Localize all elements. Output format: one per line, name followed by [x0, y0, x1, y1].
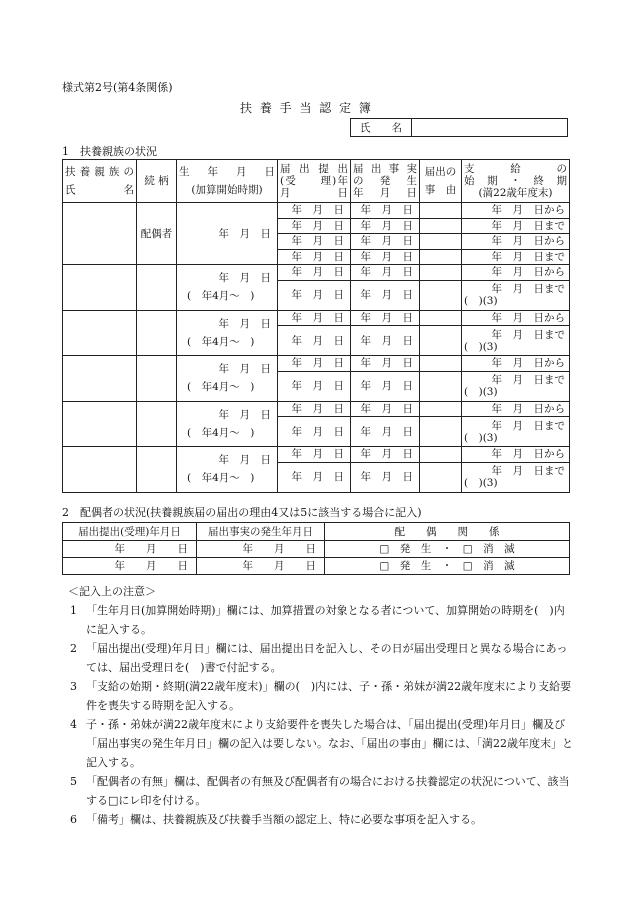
period-until: 年 月 日まで	[491, 419, 565, 432]
fact-date-cell[interactable]: 年 月 日	[351, 447, 420, 463]
dependent-name-cell[interactable]	[63, 310, 137, 356]
reason-cell[interactable]	[420, 218, 462, 234]
birth-date-cell[interactable]	[177, 265, 278, 311]
period-cell[interactable]	[462, 326, 570, 356]
relation-header: 続 柄	[137, 160, 177, 203]
header-line: 届 出 事 実	[353, 163, 417, 175]
note-item	[62, 772, 574, 810]
header-line: 生 年 月 日	[179, 166, 275, 178]
section2-heading: 2 配偶者の状況(扶養親族届の届出の理由4又は5に該当する場合に記入)	[62, 506, 422, 519]
relation-cell[interactable]	[137, 447, 177, 493]
fact-date-cell[interactable]: 年 月 日	[351, 234, 420, 250]
birth-fiscal-year: ( 年4月～ )	[187, 335, 255, 348]
period-cell[interactable]	[462, 371, 570, 401]
fact-date-cell[interactable]: 年 月 日	[351, 462, 420, 492]
fact-date-cell[interactable]: 年 月 日	[351, 356, 420, 372]
header-line: 届 出 提 出	[280, 163, 348, 175]
note-number: 2	[70, 642, 77, 655]
birth-fiscal-year: ( 年4月～ )	[187, 472, 255, 485]
relation-cell[interactable]	[137, 356, 177, 402]
fact-date-cell[interactable]: 年 月 日	[351, 310, 420, 326]
filed-date-cell[interactable]: 年 月 日	[278, 234, 351, 250]
reason-cell[interactable]	[420, 203, 462, 219]
filed-date-cell[interactable]: 年 月 日	[278, 401, 351, 417]
dependents-table	[62, 159, 570, 493]
filed-date-cell[interactable]: 年 月 日	[278, 265, 351, 281]
header-line: 月 日	[280, 187, 348, 199]
note-number: 4	[70, 718, 77, 731]
reason-cell[interactable]	[420, 447, 462, 463]
reason-cell[interactable]	[420, 371, 462, 401]
dependents-header-row	[63, 160, 570, 203]
dependent-name-header	[63, 160, 137, 203]
spouse-row	[63, 541, 570, 558]
fact-date-cell[interactable]: 年 月 日	[351, 401, 420, 417]
reason-cell[interactable]	[420, 326, 462, 356]
note-text: 「備考」欄は、扶養親族及び扶養手当額の認定上、特に必要な事項を記入する。	[86, 813, 482, 826]
fact-date-cell[interactable]: 年 月 日	[351, 203, 420, 219]
dependent-name-cell[interactable]	[63, 265, 137, 311]
fact-date-cell[interactable]: 年 月 日	[351, 249, 420, 265]
reason-header	[420, 160, 462, 203]
period-until: 年 月 日まで	[491, 465, 565, 477]
period-header	[462, 160, 570, 203]
dependent-row	[63, 310, 570, 326]
note-text: 子・孫・弟妹が満22歳年度末により支給要件を喪失した場合は、「届出提出(受理)年月日」欄及び「届出事実の発生年月日」欄の記入は要しない。なお、「届出の事由」欄には、「満22歳年度末」と記入する。	[86, 718, 573, 769]
birth-date-cell[interactable]	[177, 447, 278, 493]
period-cell[interactable]	[462, 417, 570, 447]
note-number: 5	[70, 775, 77, 788]
filed-date-cell[interactable]: 年 月 日	[278, 218, 351, 234]
fact-header	[351, 160, 420, 203]
filed-date-cell[interactable]: 年 月 日	[278, 310, 351, 326]
header-line: 始 期 ・ 終 期	[464, 175, 567, 187]
period-cell[interactable]: 年 月 日から	[462, 203, 570, 219]
dependent-name-cell[interactable]	[63, 447, 137, 493]
note-item	[62, 677, 574, 715]
dependent-row	[63, 203, 570, 219]
name-label: 氏 名	[351, 119, 412, 137]
form-number: 様式第2号(第4条関係)	[62, 81, 173, 94]
filed-date-cell[interactable]: 年 月 日	[278, 203, 351, 219]
birth-date-cell[interactable]	[177, 310, 278, 356]
note-text: 「届出提出(受理)年月日」欄には、届出提出日を記入し、その日が届出受理日と異なる場合にあっては、届出受理日を( )書で付記する。	[86, 642, 568, 674]
dependent-row	[63, 265, 570, 281]
note-item	[62, 601, 574, 639]
period-paren: ( )(3)	[464, 477, 498, 489]
note-text: 「生年月日(加算開始時期)」欄には、加算措置の対象となる者について、加算開始の時期を( )内に記入する。	[86, 604, 565, 636]
fact-date-cell[interactable]: 年 月 日	[351, 218, 420, 234]
note-text: 「支給の始期・終期(満22歳年度末)」欄の( )内には、子・孫・弟妹が満22歳年度末により支給要件を喪失する時期を記入する。	[86, 680, 572, 712]
dependent-name-cell[interactable]	[63, 401, 137, 447]
name-box	[350, 118, 568, 137]
header-line: (受 理)年	[280, 175, 348, 187]
reason-cell[interactable]	[420, 401, 462, 417]
reason-cell[interactable]	[420, 234, 462, 250]
spouse-relation-header: 配 偶 関 係	[325, 523, 570, 541]
reason-cell[interactable]	[420, 417, 462, 447]
dependent-name-cell[interactable]	[63, 203, 137, 265]
spouse-status-checkboxes[interactable]: □ 発 生 ・ □ 消 滅	[325, 541, 570, 558]
period-paren: ( )(3)	[464, 295, 498, 307]
period-cell[interactable]: 年 月 日から	[462, 265, 570, 281]
birth-header	[177, 160, 278, 203]
reason-cell[interactable]	[420, 249, 462, 265]
fact-date-cell[interactable]: 年 月 日	[351, 417, 420, 447]
relation-cell: 配偶者	[137, 203, 177, 265]
filed-date-cell[interactable]: 年 月 日	[278, 447, 351, 463]
period-cell[interactable]: 年 月 日から	[462, 356, 570, 372]
filed-header	[278, 160, 351, 203]
note-text: 「配偶者の有無」欄は、配偶者の有無及び配偶者有の場合における扶養認定の状況について、該当する□にレ印を付ける。	[86, 775, 570, 807]
birth-ymd: 年 月 日	[218, 272, 271, 285]
section1-heading: 1 扶養親族の状況	[62, 145, 157, 158]
dependent-row	[63, 447, 570, 463]
spouse-status-checkboxes[interactable]: □ 発 生 ・ □ 消 滅	[325, 558, 570, 575]
period-cell[interactable]: 年 月 日から	[462, 310, 570, 326]
relation-cell[interactable]	[137, 265, 177, 311]
reason-cell[interactable]	[420, 310, 462, 326]
header-line: (満22歳年度末)	[478, 187, 553, 199]
birth-date-cell[interactable]	[177, 401, 278, 447]
birth-fiscal-year: ( 年4月～ )	[187, 381, 255, 394]
spouse-table	[62, 522, 570, 575]
spouse-filed-date[interactable]: 年 月 日	[63, 541, 197, 558]
period-cell[interactable]	[462, 462, 570, 492]
reason-cell[interactable]	[420, 356, 462, 372]
period-until: 年 月 日まで	[491, 328, 565, 341]
note-number: 3	[70, 680, 77, 693]
filed-date-cell[interactable]: 年 月 日	[278, 280, 351, 310]
period-paren: ( )(3)	[464, 340, 498, 353]
header-line: 氏 名	[65, 184, 134, 196]
relation-cell[interactable]	[137, 401, 177, 447]
note-item	[62, 715, 574, 772]
header-line: 届出の	[424, 166, 457, 178]
note-number: 6	[70, 813, 77, 826]
period-cell[interactable]: 年 月 日から	[462, 447, 570, 463]
dependent-row	[63, 401, 570, 417]
period-cell[interactable]: 年 月 日から	[462, 234, 570, 250]
period-until: 年 月 日まで	[491, 374, 565, 386]
filed-date-cell[interactable]: 年 月 日	[278, 326, 351, 356]
spouse-fact-date[interactable]: 年 月 日	[197, 541, 325, 558]
period-until: 年 月 日まで	[491, 283, 565, 295]
note-item	[62, 639, 574, 677]
spouse-row	[63, 558, 570, 575]
birth-ymd: 年 月 日	[218, 408, 271, 421]
period-paren: ( )(3)	[464, 386, 498, 398]
page-title: 扶 養 手 当 認 定 簿	[240, 101, 373, 115]
birth-date-cell[interactable]	[177, 356, 278, 402]
period-cell[interactable]: 年 月 日から	[462, 401, 570, 417]
filed-date-cell[interactable]: 年 月 日	[278, 356, 351, 372]
relation-cell[interactable]	[137, 310, 177, 356]
fact-date-cell[interactable]: 年 月 日	[351, 265, 420, 281]
filed-date-cell[interactable]: 年 月 日	[278, 417, 351, 447]
period-cell[interactable]: 年 月 日まで	[462, 218, 570, 234]
spouse-filed-header: 届出提出(受理)年月日	[63, 523, 197, 541]
notes-list	[62, 601, 574, 829]
birth-ymd: 年 月 日	[218, 317, 271, 330]
filed-date-cell[interactable]: 年 月 日	[278, 371, 351, 401]
header-line: 年 月 日	[353, 187, 417, 199]
filed-date-cell[interactable]: 年 月 日	[278, 249, 351, 265]
note-number: 1	[70, 604, 77, 617]
period-paren: ( )(3)	[464, 431, 498, 444]
fact-date-cell[interactable]: 年 月 日	[351, 371, 420, 401]
notes-title: ＜記入上の注意＞	[68, 585, 156, 598]
fact-date-cell[interactable]: 年 月 日	[351, 326, 420, 356]
notes-section	[62, 582, 574, 829]
header-line: 支 給 の	[464, 163, 567, 175]
filed-date-cell[interactable]: 年 月 日	[278, 462, 351, 492]
birth-date-cell[interactable]: 年 月 日	[177, 203, 278, 265]
birth-ymd: 年 月 日	[218, 454, 271, 467]
spouse-filed-date[interactable]: 年 月 日	[63, 558, 197, 575]
reason-cell[interactable]	[420, 462, 462, 492]
header-line: 扶養親族の	[65, 166, 134, 178]
period-cell[interactable]: 年 月 日まで	[462, 249, 570, 265]
period-cell[interactable]	[462, 280, 570, 310]
dependent-row	[63, 356, 570, 372]
name-field[interactable]	[412, 119, 568, 137]
birth-ymd: 年 月 日	[218, 363, 271, 376]
spouse-fact-header: 届出事実の発生年月日	[197, 523, 325, 541]
reason-cell[interactable]	[420, 280, 462, 310]
spouse-fact-date[interactable]: 年 月 日	[197, 558, 325, 575]
header-line: 事 由	[424, 184, 457, 196]
note-item	[62, 810, 574, 829]
dependent-name-cell[interactable]	[63, 356, 137, 402]
header-line: の 発 生	[353, 175, 417, 187]
header-line: (加算開始時期)	[191, 184, 263, 196]
birth-fiscal-year: ( 年4月～ )	[187, 290, 255, 303]
fact-date-cell[interactable]: 年 月 日	[351, 280, 420, 310]
reason-cell[interactable]	[420, 265, 462, 281]
birth-fiscal-year: ( 年4月～ )	[187, 426, 255, 439]
